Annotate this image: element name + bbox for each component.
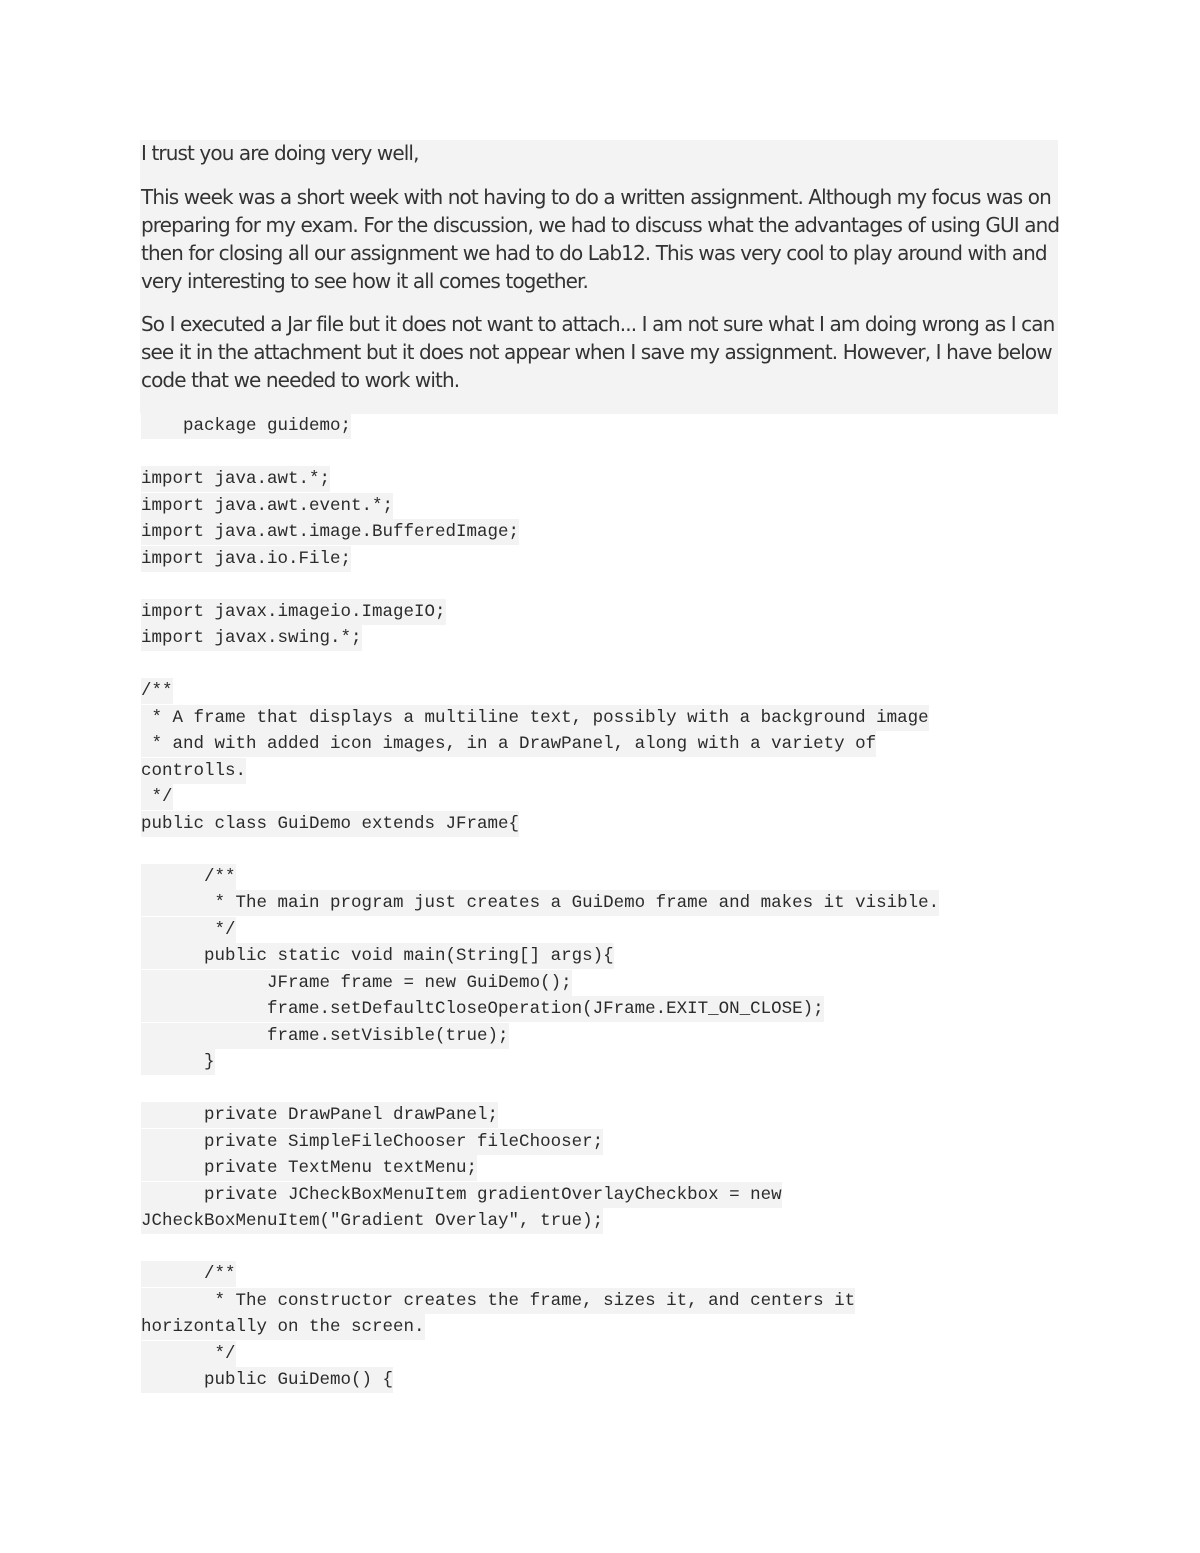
code-line: frame.setDefaultCloseOperation(JFrame.EXIT_ON_CLOSE); xyxy=(141,996,824,1022)
code-line: } xyxy=(141,1049,215,1075)
summary-paragraph: This week was a short week with not having to do a written assignment. Although my focus was on preparing for my exam. For the discussion, we had to discuss what the advantages of using GUI and then for closing all our assignment we had to do Lab12. This was very cool to play around with and very interesting to see how it all comes together. xyxy=(141,185,1060,293)
code-line: import java.io.File; xyxy=(141,546,351,572)
code-line: frame.setVisible(true); xyxy=(141,1023,509,1049)
code-line: public class GuiDemo extends JFrame{ xyxy=(141,811,519,837)
code-line: JCheckBoxMenuItem("Gradient Overlay", true); xyxy=(141,1208,603,1234)
code-line: * A frame that displays a multiline text, possibly with a background image xyxy=(141,705,929,731)
code-line: private DrawPanel drawPanel; xyxy=(141,1102,498,1128)
greeting-paragraph: I trust you are doing very well, xyxy=(141,141,419,165)
code-line: private SimpleFileChooser fileChooser; xyxy=(141,1129,603,1155)
code-line: horizontally on the screen. xyxy=(141,1314,425,1340)
code-line: * The main program just creates a GuiDemo frame and makes it visible. xyxy=(141,890,939,916)
code-line: /** xyxy=(141,864,236,890)
code-line: import java.awt.*; xyxy=(141,466,330,492)
code-line: * and with added icon images, in a DrawPanel, along with a variety of xyxy=(141,731,876,757)
code-line: import java.awt.event.*; xyxy=(141,493,393,519)
code-line: public static void main(String[] args){ xyxy=(141,943,614,969)
code-line: /** xyxy=(141,678,173,704)
code-line: /** xyxy=(141,1261,236,1287)
code-line: */ xyxy=(141,1341,236,1367)
code-line: */ xyxy=(141,917,236,943)
code-line: */ xyxy=(141,784,173,810)
code-line: package guidemo; xyxy=(141,413,351,439)
code-line: controlls. xyxy=(141,758,246,784)
code-line: import java.awt.image.BufferedImage; xyxy=(141,519,519,545)
code-line: public GuiDemo() { xyxy=(141,1367,393,1393)
attachment-issue-paragraph: So I executed a Jar file but it does not want to attach... I am not sure what I am doing wrong as I can see it in the attachment but it does not appear when I save my assignment. However, I have below code that we needed to work with. xyxy=(141,312,1055,392)
code-line: import javax.imageio.ImageIO; xyxy=(141,599,446,625)
code-line: JFrame frame = new GuiDemo(); xyxy=(141,970,572,996)
code-line: private TextMenu textMenu; xyxy=(141,1155,477,1181)
code-line: * The constructor creates the frame, sizes it, and centers it xyxy=(141,1288,855,1314)
code-line: import javax.swing.*; xyxy=(141,625,362,651)
code-line: private JCheckBoxMenuItem gradientOverlayCheckbox = new xyxy=(141,1182,782,1208)
